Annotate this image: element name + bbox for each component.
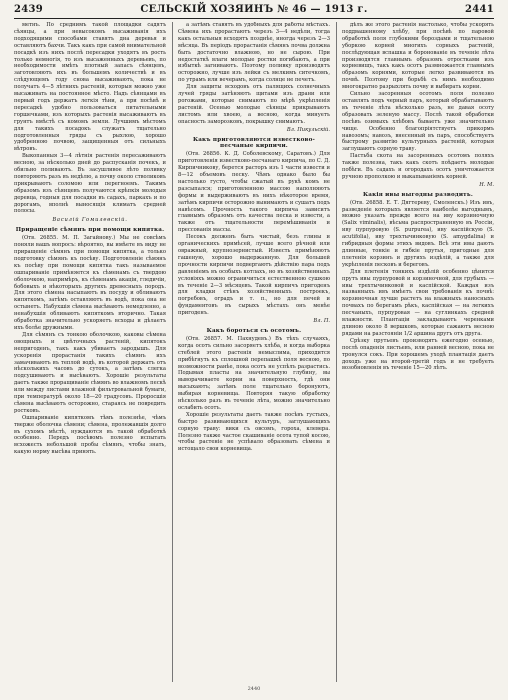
paragraph: Сильно засоренныя осотомъ поля полезно оставлять подъ черный паръ, который обрабатываютъ въ теченіе лѣта нѣсколько разъ, не давая осоту образовать зеленую массу. Послѣ такой обработки посѣвъ озимыхъ хлѣбовъ бываетъ уже значительно чище. Особенно благопріятствуетъ прикормъ навозомъ; навозъ, внесенный въ паръ, способствуетъ быстрому развитію культурныхъ растеній, которыя заглушаютъ сорную траву. bbox=[342, 91, 494, 153]
paragraph: (Отв. 26856. К. Д. Соболевскому, Саратовъ.) Для приготовленія известково-песчанаго кирпича, по С. Д. Кирпичникову, берется расторъ изъ 1 части извести и 8—12 объемовъ песку. Чѣмъ однако было бы настолько густо, чтобы сжатый въ рукѣ комъ не разсыпался; приготовленною массою наполняютъ формы и выдерживаютъ въ нихъ нѣкоторое время, затѣмъ кирпичи осторожно вынимаютъ и сушатъ подъ навѣсомъ. Прочность такого кирпича зависитъ главнымъ образомъ отъ качества песка и извести, а также отъ тщательности перемѣшиванія и прессованія массы. bbox=[178, 151, 330, 234]
column-2 bbox=[172, 22, 330, 682]
paragraph: (Отв. 26857. М. Пахнудевъ.) Въ тѣхъ случаяхъ, когда осотъ сильно засоряетъ хлѣба, и когда выборка стеблей этого растенія немыслима, приходится прибѣгнуть къ сплошной перепашкѣ поля весною, по возможности ранѣе, пока осотъ не успѣлъ разрастись. Подымая пласты на значительную глубину, вы выворачиваете корни на поверхность, гдѣ они высыхаютъ; затѣмъ поле тщательно боронуютъ, выбирая корневища. Повторяя такую обработку нѣсколько разъ въ теченіе лѣта, можно значительно ослабить осотъ. bbox=[178, 335, 330, 411]
author-signature: Вл. Пикульскій. bbox=[286, 126, 330, 133]
author-signature: Вл. П. bbox=[313, 318, 330, 325]
paragraph: Пастьба скота на засоренныхъ осотомъ поляхъ также полезна, такъ какъ скотъ поѣдаетъ молодые побѣги. Въ садахъ и огородахъ осотъ уничтожается ручною прополкою и выкапываніемъ корней. bbox=[342, 153, 494, 180]
article-title: Какъ приготовляются известково-песчаные кирпичи. bbox=[192, 136, 316, 150]
page-number-right: 2441 bbox=[464, 4, 494, 15]
paragraph: (Отв. 26858. Е. Т. Дягтереву, Смоленскъ.) Изъ ивъ, разведеніе которыхъ является наиболѣе выгоднымъ, можно указать прежде всего на иву корзиночную (Salix viminalis), вѣсьма распространенную въ Россіи, иву пурпуровую (S. purpurea), иву каспійскую (S. acutifolia), иву трехтычинковую (S. amygdalina) и гибридныя формы этихъ видовъ. Всѣ эти ивы даютъ длинные, тонкіе и гибкіе прутья, пригодные для плетенія корзинъ и другихъ издѣлій, а также для укрѣпленія песковъ и береговъ. bbox=[342, 199, 494, 268]
article-title: Какъ бороться съ осотомъ. bbox=[206, 327, 302, 334]
paragraph: Ошпариваніе кипяткомъ тѣмъ полезнѣе, чѣмъ тверже оболочка сѣмени; сѣмена, пролежавшія долго въ сухомъ мѣстѣ, нуждаются въ такой обработкѣ особенно. Передъ посѣвомъ полезно испытать всхожесть небольшой пробы сѣмянъ, чтобы знать, какую норму высѣва принять. bbox=[14, 414, 166, 456]
article-title: Приращеніе сѣмянъ при помощи кипятка. bbox=[15, 227, 165, 234]
page-header bbox=[14, 4, 494, 18]
page-number-left: 2439 bbox=[14, 4, 44, 15]
paragraph: Песокъ долженъ быть чистый, безъ глины и органическихъ примѣсей, лучше всего рѣчной или овражный, крупнозернистый. Известь примѣняютъ гашеную, хорошо выдержанную. Для большей прочности кирпичи подвергаютъ дѣйствію пара подъ давленіемъ въ особыхъ котлахъ, но въ хозяйственныхъ условіяхъ можно ограничиться естественною сушкою въ теченіе 2—3 мѣсяцевъ. Такой кирпичъ пригоденъ для кладки стѣнъ хозяйственныхъ построекъ, погребовъ, оградъ и т. п., но для печей и фундаментовъ въ сырыхъ мѣстахъ онъ менѣе пригоденъ. bbox=[178, 234, 330, 317]
page-footer-number: 2440 bbox=[247, 686, 261, 692]
paragraph: Для сѣмянъ съ тонкою оболочкою, каковы сѣмена овощныхъ и цвѣточныхъ растеній, кипятокъ непригоденъ, такъ какъ убиваетъ зародышъ. Для ускоренія прорастанія такихъ сѣмянъ ихъ замачиваютъ въ теплой водѣ, въ которой держатъ отъ нѣсколькихъ часовъ до сутокъ, а затѣмъ слегка подсушиваютъ и высѣваютъ. Хорошіе результаты даетъ также проращиваніе сѣмянъ во влажномъ пескѣ или между листами влажной фильтровальной бумаги, при температурѣ около 18—20 градусовъ. Проросшія сѣмена высѣваютъ осторожно, стараясь не повредить ростковъ. bbox=[14, 331, 166, 414]
article-title: Какія ивы выгодны разводить. bbox=[363, 191, 473, 198]
paragraph: Для плетенія тонкихъ издѣлій особенно цѣнится прутъ ивы пурпуровой и корзиночной, для грубыхъ — ивы трехтычинковой и каспійской. Каждая изъ названныхъ ивъ имѣетъ свои требованія къ почвѣ: корзиночная лучше растетъ на влажныхъ наносныхъ почвахъ по берегамъ рѣкъ, каспійская — на легкихъ песчаныхъ, пурпуровая — на суглинкахъ средней влажности. Плантаціи закладываютъ черенками длиною около 8 вершковъ, которые сажаютъ весною рядами на разстояніи 1/2 аршина другъ отъ друга. bbox=[342, 268, 494, 337]
paragraph: Хорошіе результаты даетъ также посѣвъ густыхъ, быстро развивающихся культуръ, заглушающихъ сорную траву: вики съ овсомъ, гороха, клевера. Полезно также частое скашиваніе осота тупой косою, чтобы растеніе не успѣвало образовать сѣмена и истощало свои корневища. bbox=[178, 411, 330, 453]
publication-title: СЕЛЬСКІЙ ХОЗЯИНЪ № 46 — 1913 г. bbox=[140, 4, 368, 15]
paragraph: Выкопанныя 3—4 лѣтнія растенія пересаживаютъ весною, за нѣсколько дней до распусканія почекъ, и обильно поливаютъ. Въ засушливое лѣто поливку повторяютъ разъ въ недѣлю, а почву около стволиковъ прикрываютъ соломою или перегноемъ. Такимъ образомъ изъ сѣянцевъ получаются крѣпкія молодыя деревца, годныя для посадки въ садахъ, паркахъ и по дорогамъ, вполнѣ выносящія климатъ средней полосы. bbox=[14, 153, 166, 215]
author-signature: Василій Гомилевскій. bbox=[52, 217, 128, 224]
paragraph: Для защиты всходовъ отъ палящихъ солнечныхъ лучей гряды затѣняютъ щитами изъ драни или рогожами, которые снимаютъ по мѣрѣ укрѣпленія растеній. Осенью молодые сѣянцы прикрываютъ листомъ или хвоею, а весною, когда минуетъ опасность заморозковъ, покрышку снимаютъ. bbox=[178, 84, 330, 125]
paragraph: Срѣзку прутьевъ производятъ ежегодно осенью, послѣ опаденія листьевъ, или ранней весною, пока не тронулся сокъ. При хорошемъ уходѣ плантація даетъ доходъ уже на второй-третій годъ и не требуетъ возобновленія въ теченіе 15—20 лѣтъ. bbox=[342, 337, 494, 372]
header-rule bbox=[14, 18, 494, 19]
author-signature: Н. М. bbox=[479, 181, 494, 188]
column-3 bbox=[336, 22, 494, 682]
paragraph: (Отв. 26855. М. П. Загайнову.) Мы не совсѣмъ поняли вашъ вопросъ: вѣроятно, вы имѣете въ виду не приращеніе сѣмянъ при помощи кипятка, а только подготовку сѣмянъ къ посѣву. Подготовленіе сѣмянъ къ посѣву при помощи кипятка такъ называемое ошпариваніе примѣняется къ сѣменамъ съ твердою оболочкою, напримѣръ, къ сѣменамъ акаціи, гледичіи, бобовыхъ и нѣкоторыхъ другихъ древесныхъ породъ. Для этого сѣмена насыпаютъ въ посуду и обливаютъ кипяткомъ, затѣмъ оставляютъ въ водѣ, пока она не остынетъ. Набухшія сѣмена высѣваютъ немедленно, а ненабухшія обливаютъ кипяткомъ вторично. Такая обработка значительно ускоряетъ всходы и дѣлаетъ ихъ болѣе дружными. bbox=[14, 235, 166, 331]
text-columns bbox=[14, 22, 494, 682]
paragraph: дѣлъ же этого растенія настолько, чтобы ускорять поддвашенному хлѣбу, при посѣвѣ по паровой обработкѣ поля глубокими бороздами и тщательною уборкою корней многихъ сорныхъ растеній, послѣдующая вспашка и боронованіе въ теченіе лѣта производятся главнымъ образомъ отростками изъ корневищъ, такъ какъ осотъ размножается главнымъ образомъ корнями, которые легко развиваются въ почвѣ. Поэтому при борьбѣ съ нимъ необходимо многократно разрыхлять почву и выбирать корни. bbox=[342, 22, 494, 91]
paragraph: а затѣмъ ставятъ въ удобныхъ для работы мѣстахъ. Сѣмена ихъ прорастаютъ черезъ 3—4 недѣли, тогда какъ остальныя всходятъ позднѣе, иногда черезъ 2—3 мѣсяца. Въ періодъ прорастанія сѣмянъ почва должна быть достаточно влажною, но не сырою. При недостаткѣ влаги молодые ростки погибаютъ, а при избыткѣ загниваютъ. Поэтому поливку производятъ осторожно, лучше изъ лейки съ мелкимъ ситечкомъ, по утрамъ или вечерамъ, когда солнце не печетъ. bbox=[178, 22, 330, 84]
paragraph: метнъ. По среднимъ такой площадки садятъ сѣянцы, а при невысокомъ высаживанія ихъ подходящими способами ставятъ дна деревья и оставляютъ бахчи. Такъ какъ при самой внимательной посадкѣ изъ нихъ послѣ пересадки уходятъ въ рость только немногія, то изъ высаженныхъ деревьевъ, по необходимости имѣть плотный запасъ сѣянцевъ, заготовляютъ ихъ въ большемъ количествѣ и въ слѣдующемъ году снова высаживаютъ, пока не получатъ 4—5 лѣтнихъ растеній, которыя можно уже высаживать на постоянное мѣсто. Надъ сѣянцами въ первый годъ держатъ легкія тѣни, а при посѣвѣ и пересадкѣ удобно пользоваться питательными горшечками, изъ которыхъ растенія высаживаютъ въ грунтъ вмѣстѣ съ комомъ земли. Лучшимъ мѣстомъ для такихъ посадокъ служатъ тщательно подготовленныя гряды съ рыхлою, хорошо удобренною почвою, защищенныя отъ сильныхъ вѣтровъ. bbox=[14, 22, 166, 153]
column-1 bbox=[14, 22, 166, 682]
